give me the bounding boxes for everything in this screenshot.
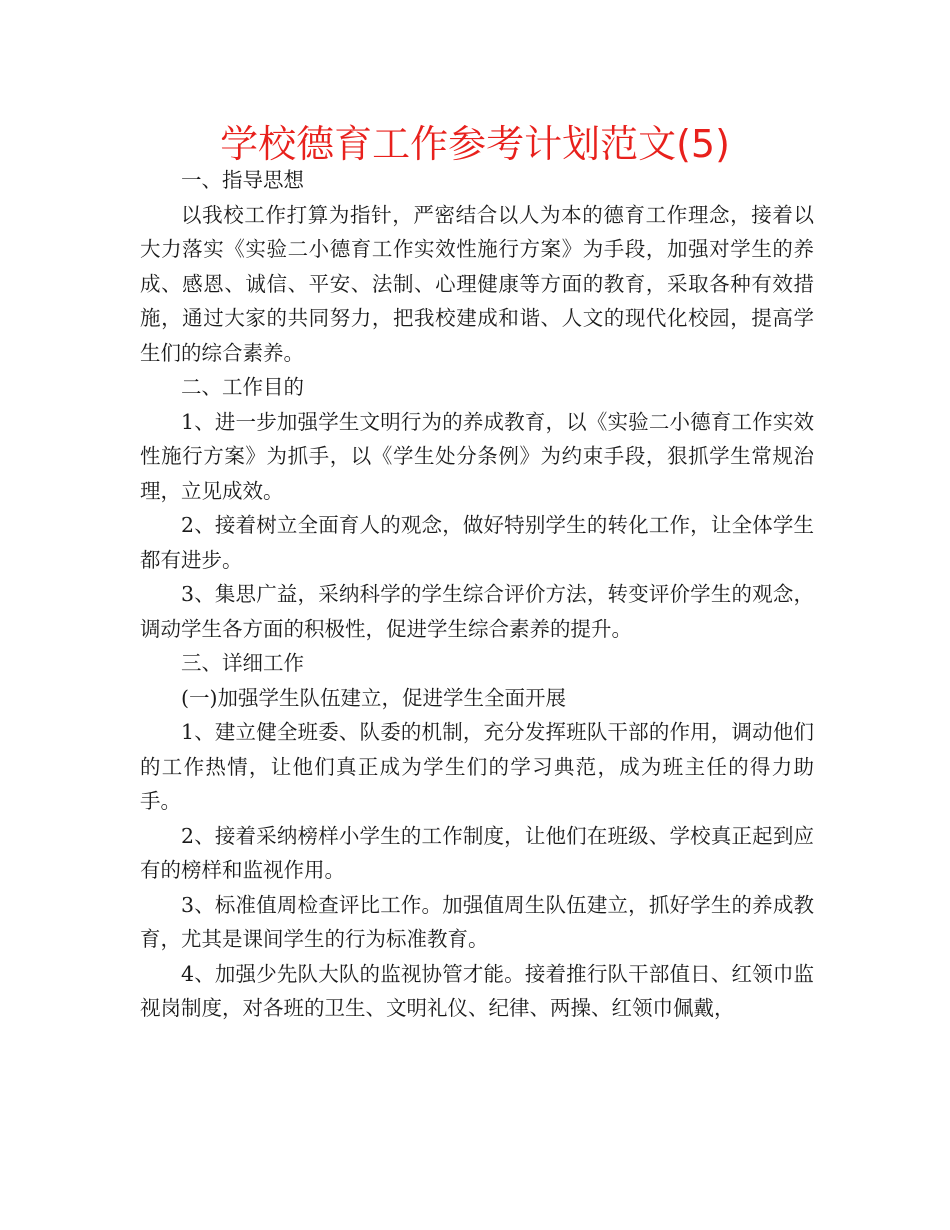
- paragraph-work-1: 1、建立健全班委、队委的机制，充分发挥班队干部的作用，调动他们的工作热情，让他们真正成为学生们的学习典范，成为班主任的得力助手。: [140, 720, 814, 813]
- section-heading-guiding-ideology: 一、指导思想: [181, 168, 304, 192]
- paragraph-work-3: 3、标准值周检查评比工作。加强值周生队伍建立，抓好学生的养成教育，尤其是课间学生的行为标准教育。: [140, 892, 814, 951]
- subsection-heading-team-building: (一)加强学生队伍建立，促进学生全面开展: [181, 685, 566, 710]
- section-heading-work-goals: 二、工作目的: [181, 375, 304, 399]
- paragraph-goal-1: 1、进一步加强学生文明行为的养成教育，以《实验二小德育工作实效性施行方案》为抓手，以《学生处分条例》为约束手段，狠抓学生常规治理，立见成效。: [140, 409, 814, 503]
- paragraph-work-4: 4、加强少先队大队的监视协管才能。接着推行队干部值日、红领巾监视岗制度，对各班的卫生、文明礼仪、纪律、两操、红领巾佩戴，: [140, 961, 814, 1020]
- paragraph-goal-3: 3、集思广益，采纳科学的学生综合评价方法，转变评价学生的观念，调动学生各方面的积极性，促进学生综合素养的提升。: [140, 582, 814, 641]
- paragraph-work-2: 2、接着采纳榜样小学生的工作制度，让他们在班级、学校真正起到应有的榜样和监视作用。: [140, 823, 814, 882]
- paragraph-guiding-ideology: 以我校工作打算为指针，严密结合以人为本的德育工作理念，接着以大力落实《实验二小德育工作实效性施行方案》为手段，加强对学生的养成、感恩、诚信、平安、法制、心理健康等方面的教育，采取各种有效措施，通过大家的共同努力，把我校建成和谐、人文的现代化校园，提高学生们的综合素养。: [140, 202, 814, 365]
- section-heading-detailed-work: 三、详细工作: [181, 651, 304, 675]
- document-title: 学校德育工作参考计划范文(5): [220, 122, 730, 166]
- document-body: [140, 163, 814, 1026]
- paragraph-goal-2: 2、接着树立全面育人的观念，做好特别学生的转化工作，让全体学生都有进步。: [140, 513, 814, 572]
